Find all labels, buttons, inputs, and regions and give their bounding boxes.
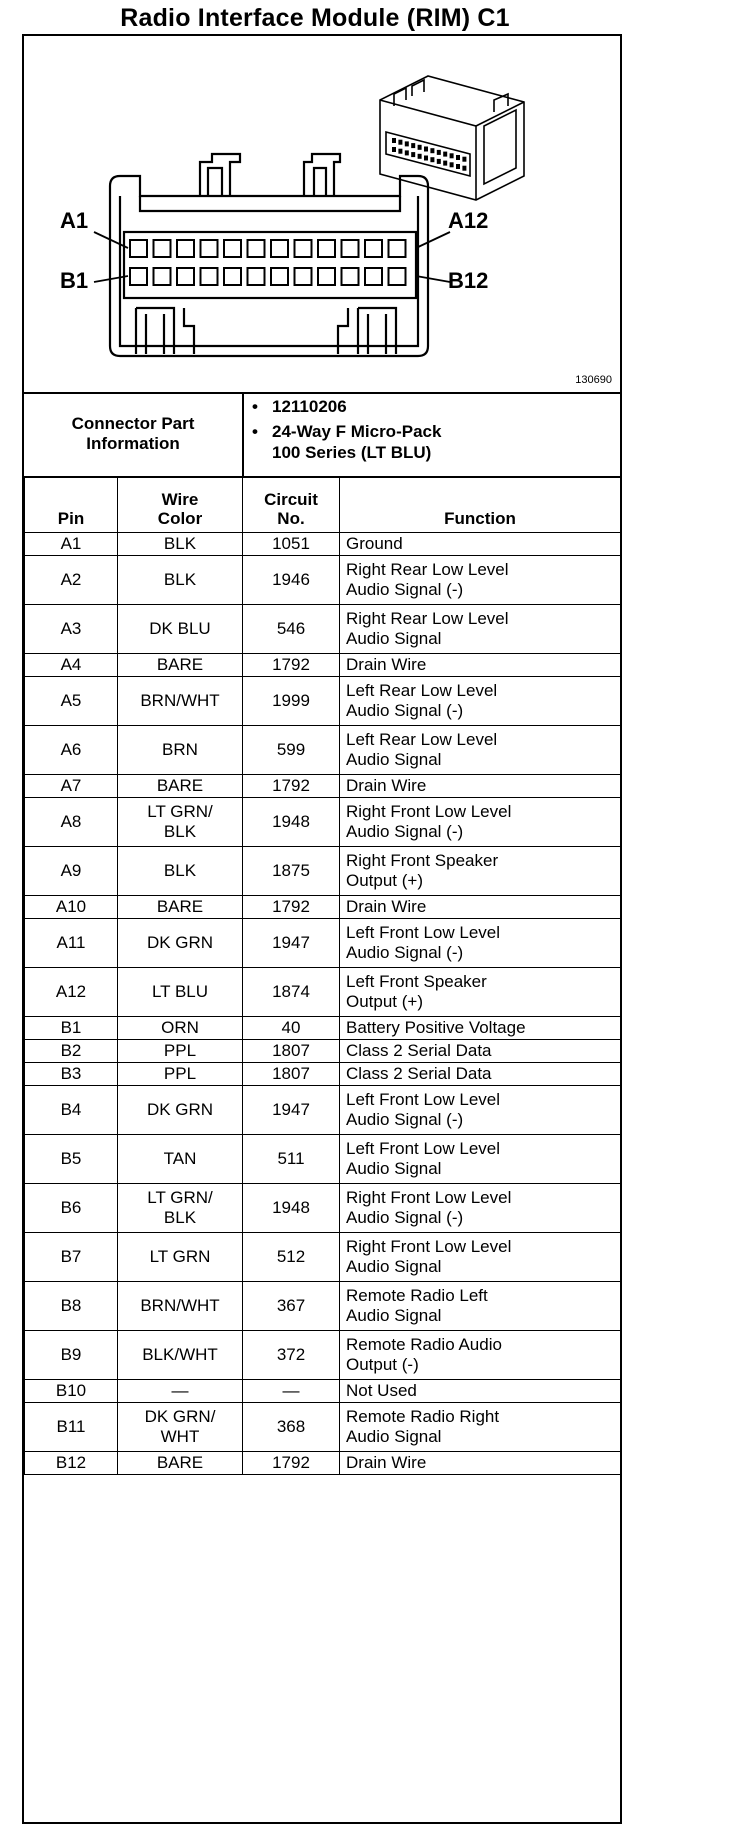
pin-cavity bbox=[456, 155, 460, 160]
pin-cavity bbox=[177, 268, 194, 285]
pin-cavity bbox=[450, 162, 454, 167]
wire-color-cell: DK GRN bbox=[118, 1086, 243, 1135]
pin-cell: A10 bbox=[25, 896, 118, 919]
circuit-cell: 1792 bbox=[243, 896, 340, 919]
function-cell: Class 2 Serial Data bbox=[340, 1063, 621, 1086]
function-cell: Left Front Low Level Audio Signal bbox=[340, 1135, 621, 1184]
wire-color-cell: DK BLU bbox=[118, 605, 243, 654]
table-row bbox=[25, 533, 621, 556]
table-row bbox=[25, 605, 621, 654]
circuit-cell: 511 bbox=[243, 1135, 340, 1184]
pin-cavity bbox=[450, 153, 454, 158]
table-row bbox=[25, 1135, 621, 1184]
pin-cavity bbox=[130, 240, 147, 257]
function-cell: Left Front Low Level Audio Signal (-) bbox=[340, 919, 621, 968]
pin-label-a12: A12 bbox=[448, 208, 489, 233]
table-row bbox=[25, 1331, 621, 1380]
table-row bbox=[25, 896, 621, 919]
circuit-cell: 1948 bbox=[243, 1184, 340, 1233]
connector-info-label: Connector Part Information bbox=[24, 392, 244, 476]
pin-cavity bbox=[342, 240, 359, 257]
pin-cell: A5 bbox=[25, 677, 118, 726]
connector-type-item: • 24-Way F Micro-Pack 100 Series (LT BLU) bbox=[252, 422, 442, 462]
wire-color-cell: TAN bbox=[118, 1135, 243, 1184]
circuit-cell: — bbox=[243, 1380, 340, 1403]
pin-cell: B5 bbox=[25, 1135, 118, 1184]
pin-cavity bbox=[365, 240, 382, 257]
pin-cell: A4 bbox=[25, 654, 118, 677]
table-row bbox=[25, 1086, 621, 1135]
table-row bbox=[25, 556, 621, 605]
function-cell: Right Rear Low Level Audio Signal bbox=[340, 605, 621, 654]
table-row bbox=[25, 1040, 621, 1063]
function-cell: Drain Wire bbox=[340, 1452, 621, 1475]
pin-cavity bbox=[462, 157, 466, 162]
pin-cell: B8 bbox=[25, 1282, 118, 1331]
pin-cavity bbox=[318, 268, 335, 285]
wire-color-cell: BARE bbox=[118, 896, 243, 919]
bullet-icon: • bbox=[252, 422, 258, 441]
circuit-cell: 1999 bbox=[243, 677, 340, 726]
table-row bbox=[25, 1452, 621, 1475]
function-cell: Battery Positive Voltage bbox=[340, 1017, 621, 1040]
pin-cavity bbox=[224, 268, 241, 285]
pin-cavity bbox=[456, 164, 460, 169]
table-row bbox=[25, 726, 621, 775]
pin-cavity bbox=[462, 166, 466, 171]
circuit-cell: 1946 bbox=[243, 556, 340, 605]
pin-label-b12: B12 bbox=[448, 268, 489, 293]
pin-cell: B7 bbox=[25, 1233, 118, 1282]
connector-part-information bbox=[24, 392, 620, 478]
table-row bbox=[25, 919, 621, 968]
circuit-cell: 372 bbox=[243, 1331, 340, 1380]
pin-cavity bbox=[443, 152, 447, 157]
function-cell: Remote Radio Left Audio Signal bbox=[340, 1282, 621, 1331]
pin-cell: A12 bbox=[25, 968, 118, 1017]
pin-cell: B2 bbox=[25, 1040, 118, 1063]
pin-cavity bbox=[424, 147, 428, 152]
pin-cavity bbox=[398, 140, 402, 145]
wire-color-cell: LT GRN/ BLK bbox=[118, 798, 243, 847]
wire-color-cell: BRN/WHT bbox=[118, 1282, 243, 1331]
wire-color-cell: BLK bbox=[118, 847, 243, 896]
circuit-cell: 1947 bbox=[243, 919, 340, 968]
circuit-cell: 367 bbox=[243, 1282, 340, 1331]
pin-cavity bbox=[392, 138, 396, 143]
connector-perspective-icon bbox=[380, 76, 524, 200]
table-row bbox=[25, 1017, 621, 1040]
circuit-cell: 1947 bbox=[243, 1086, 340, 1135]
pin-cavity bbox=[389, 240, 406, 257]
function-cell: Left Rear Low Level Audio Signal (-) bbox=[340, 677, 621, 726]
pin-cavity bbox=[405, 141, 409, 146]
circuit-cell: 1875 bbox=[243, 847, 340, 896]
pin-cell: A7 bbox=[25, 775, 118, 798]
function-cell: Ground bbox=[340, 533, 621, 556]
wire-color-cell: BLK bbox=[118, 556, 243, 605]
pin-cell: A6 bbox=[25, 726, 118, 775]
pin-cavity bbox=[365, 268, 382, 285]
wire-color-cell: DK GRN bbox=[118, 919, 243, 968]
pin-cavity bbox=[342, 268, 359, 285]
function-cell: Left Front Speaker Output (+) bbox=[340, 968, 621, 1017]
circuit-cell: 40 bbox=[243, 1017, 340, 1040]
pin-cell: B4 bbox=[25, 1086, 118, 1135]
pin-cell: A11 bbox=[25, 919, 118, 968]
circuit-cell: 1792 bbox=[243, 1452, 340, 1475]
table-row bbox=[25, 798, 621, 847]
circuit-cell: 1874 bbox=[243, 968, 340, 1017]
pin-cavity bbox=[392, 147, 396, 152]
bullet-icon: • bbox=[252, 397, 258, 416]
wire-color-cell: PPL bbox=[118, 1040, 243, 1063]
pin-cavity bbox=[418, 154, 422, 159]
wire-color-cell: — bbox=[118, 1380, 243, 1403]
function-cell: Right Rear Low Level Audio Signal (-) bbox=[340, 556, 621, 605]
function-cell: Remote Radio Right Audio Signal bbox=[340, 1403, 621, 1452]
wire-color-cell: LT GRN bbox=[118, 1233, 243, 1282]
header-wire-color: Wire Color bbox=[118, 477, 243, 533]
pin-cavity bbox=[201, 240, 218, 257]
pin-cell: B6 bbox=[25, 1184, 118, 1233]
pin-cell: B1 bbox=[25, 1017, 118, 1040]
circuit-cell: 1807 bbox=[243, 1040, 340, 1063]
table-row bbox=[25, 1184, 621, 1233]
pin-cavity bbox=[430, 148, 434, 153]
table-row bbox=[25, 1380, 621, 1403]
function-cell: Drain Wire bbox=[340, 775, 621, 798]
pin-cavity bbox=[411, 152, 415, 157]
circuit-cell: 599 bbox=[243, 726, 340, 775]
pin-cell: B12 bbox=[25, 1452, 118, 1475]
pin-cavity bbox=[430, 157, 434, 162]
pin-cavity bbox=[177, 240, 194, 257]
pin-cavity bbox=[271, 268, 288, 285]
table-row bbox=[25, 775, 621, 798]
pin-cavity bbox=[389, 268, 406, 285]
wire-color-cell: BARE bbox=[118, 775, 243, 798]
pin-cavity bbox=[405, 150, 409, 155]
function-cell: Class 2 Serial Data bbox=[340, 1040, 621, 1063]
table-row bbox=[25, 677, 621, 726]
pin-cavity bbox=[411, 143, 415, 148]
pin-cavity bbox=[248, 240, 265, 257]
pin-cavity bbox=[424, 156, 428, 161]
circuit-cell: 368 bbox=[243, 1403, 340, 1452]
wire-color-cell: BLK/WHT bbox=[118, 1331, 243, 1380]
header-circuit-no: Circuit No. bbox=[243, 477, 340, 533]
table-row bbox=[25, 968, 621, 1017]
function-cell: Right Front Low Level Audio Signal (-) bbox=[340, 798, 621, 847]
pin-cavity bbox=[154, 240, 171, 257]
pin-cavity bbox=[295, 268, 312, 285]
circuit-cell: 1948 bbox=[243, 798, 340, 847]
pin-label-b1: B1 bbox=[60, 268, 89, 293]
table-row bbox=[25, 847, 621, 896]
pin-cavity bbox=[201, 268, 218, 285]
function-cell: Not Used bbox=[340, 1380, 621, 1403]
pin-cavity bbox=[248, 268, 265, 285]
pinout-table bbox=[24, 476, 621, 1475]
table-row bbox=[25, 1282, 621, 1331]
function-cell: Left Rear Low Level Audio Signal bbox=[340, 726, 621, 775]
wire-color-cell: LT BLU bbox=[118, 968, 243, 1017]
pin-cell: A8 bbox=[25, 798, 118, 847]
pin-cavity bbox=[443, 161, 447, 166]
pin-cell: A2 bbox=[25, 556, 118, 605]
circuit-cell: 546 bbox=[243, 605, 340, 654]
pin-cavity bbox=[398, 149, 402, 154]
table-row bbox=[25, 1403, 621, 1452]
pin-cavity bbox=[295, 240, 312, 257]
pin-cavity bbox=[224, 240, 241, 257]
wire-color-cell: PPL bbox=[118, 1063, 243, 1086]
circuit-cell: 1807 bbox=[243, 1063, 340, 1086]
page-title: Radio Interface Module (RIM) C1 bbox=[120, 4, 510, 32]
pin-cavity bbox=[418, 145, 422, 150]
connector-diagram bbox=[24, 36, 620, 394]
function-cell: Right Front Low Level Audio Signal bbox=[340, 1233, 621, 1282]
table-row bbox=[25, 1063, 621, 1086]
wire-color-cell: BARE bbox=[118, 654, 243, 677]
pin-label-a1: A1 bbox=[60, 208, 89, 233]
table-row bbox=[25, 1233, 621, 1282]
pin-cavity bbox=[318, 240, 335, 257]
circuit-cell: 1792 bbox=[243, 654, 340, 677]
header-function: Function bbox=[340, 477, 621, 533]
wire-color-cell: ORN bbox=[118, 1017, 243, 1040]
pin-cell: B3 bbox=[25, 1063, 118, 1086]
function-cell: Remote Radio Audio Output (-) bbox=[340, 1331, 621, 1380]
header-pin: Pin bbox=[25, 477, 118, 533]
circuit-cell: 1051 bbox=[243, 533, 340, 556]
wire-color-cell: LT GRN/ BLK bbox=[118, 1184, 243, 1233]
wire-color-cell: BARE bbox=[118, 1452, 243, 1475]
pin-cavity bbox=[437, 159, 441, 164]
pin-cell: B10 bbox=[25, 1380, 118, 1403]
function-cell: Left Front Low Level Audio Signal (-) bbox=[340, 1086, 621, 1135]
connector-face-icon bbox=[24, 36, 620, 392]
wire-color-cell: BLK bbox=[118, 533, 243, 556]
pin-cell: A3 bbox=[25, 605, 118, 654]
connector-sheet bbox=[22, 34, 622, 1824]
pin-cavity bbox=[271, 240, 288, 257]
table-row bbox=[25, 654, 621, 677]
wire-color-cell: BRN bbox=[118, 726, 243, 775]
connector-info-values bbox=[252, 396, 612, 463]
circuit-cell: 512 bbox=[243, 1233, 340, 1282]
function-cell: Drain Wire bbox=[340, 896, 621, 919]
function-cell: Right Front Low Level Audio Signal (-) bbox=[340, 1184, 621, 1233]
figure-number: 130690 bbox=[575, 374, 612, 386]
pin-cell: A9 bbox=[25, 847, 118, 896]
wire-color-cell: BRN/WHT bbox=[118, 677, 243, 726]
pin-cell: A1 bbox=[25, 533, 118, 556]
pin-cell: B9 bbox=[25, 1331, 118, 1380]
function-cell: Right Front Speaker Output (+) bbox=[340, 847, 621, 896]
part-number-item: • 12110206 bbox=[252, 397, 347, 416]
pin-cavity bbox=[154, 268, 171, 285]
circuit-cell: 1792 bbox=[243, 775, 340, 798]
function-cell: Drain Wire bbox=[340, 654, 621, 677]
pin-cavity bbox=[130, 268, 147, 285]
pin-cell: B11 bbox=[25, 1403, 118, 1452]
pin-cavity bbox=[437, 150, 441, 155]
wire-color-cell: DK GRN/ WHT bbox=[118, 1403, 243, 1452]
